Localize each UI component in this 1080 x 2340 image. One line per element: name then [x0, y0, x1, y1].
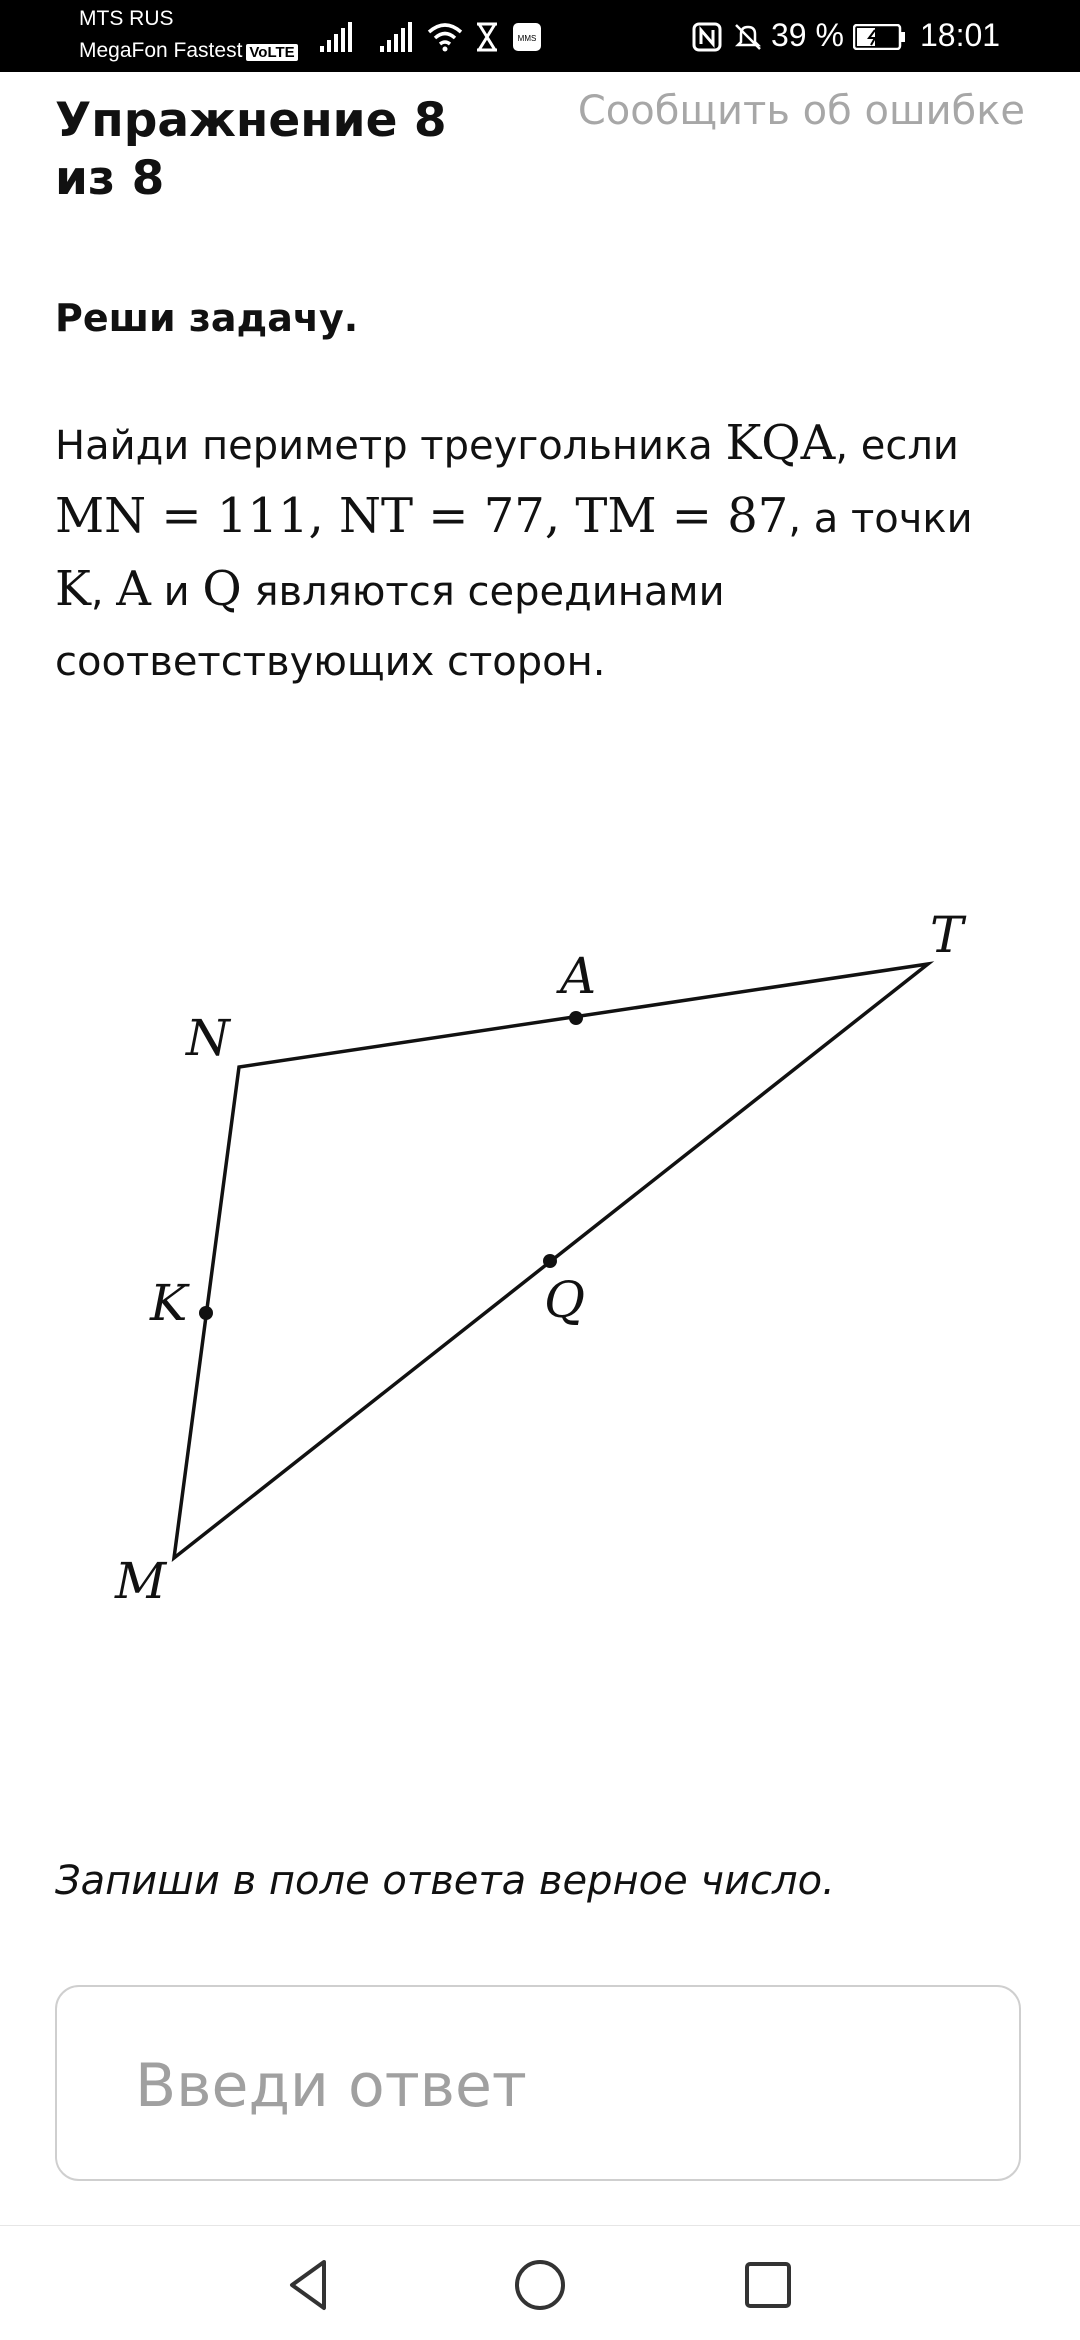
label-q: Q	[544, 1271, 585, 1329]
math-point-q: Q	[202, 561, 242, 617]
svg-text:MMS: MMS	[517, 34, 537, 43]
answer-field-container[interactable]	[55, 1985, 1021, 2181]
nfc-icon	[692, 22, 722, 52]
point-q	[543, 1254, 557, 1268]
exercise-title: Упражнение 8 из 8	[55, 93, 447, 206]
math-triangle-name: KQA	[725, 415, 836, 471]
point-k	[199, 1306, 213, 1320]
problem-text-part: , а точки	[788, 496, 973, 542]
battery-icon	[853, 24, 907, 50]
label-a: A	[560, 947, 597, 1005]
mms-icon	[512, 22, 542, 52]
math-side-lengths: MN = 111, NT = 77, TM = 87	[55, 488, 789, 544]
label-k: K	[150, 1274, 188, 1332]
carrier-primary: MTS RUS	[79, 7, 174, 30]
wifi-icon	[427, 22, 463, 52]
report-error-link[interactable]: Сообщить об ошибке	[577, 88, 1025, 134]
hourglass-icon	[474, 22, 500, 52]
clock: 18:01	[920, 17, 1001, 53]
home-icon[interactable]	[505, 2250, 575, 2320]
label-n: N	[186, 1009, 230, 1067]
carrier-secondary: MegaFon Fastest VoLTE	[79, 39, 298, 63]
task-heading: Реши задачу.	[55, 296, 359, 340]
answer-input[interactable]	[133, 2037, 997, 2135]
problem-text-part: и	[150, 569, 203, 615]
problem-text-part: являются серединами соответствующих сторон.	[55, 569, 725, 685]
math-point-a: A	[116, 561, 151, 617]
recents-icon[interactable]	[733, 2250, 803, 2320]
math-point-k: K	[55, 561, 91, 617]
point-a	[569, 1011, 583, 1025]
label-m: M	[115, 1552, 167, 1610]
signal-icon	[378, 22, 414, 52]
label-t: T	[930, 906, 964, 964]
back-icon[interactable]	[274, 2250, 344, 2320]
problem-text	[55, 408, 1015, 697]
navigation-bar	[0, 2226, 1080, 2340]
status-bar	[0, 0, 1080, 72]
signal-icon	[318, 22, 354, 52]
triangle-figure	[0, 880, 1080, 1640]
problem-text-part: ,	[90, 569, 117, 615]
mute-icon	[733, 22, 763, 52]
problem-text-part: Найди периметр треугольника	[55, 423, 726, 469]
problem-text-part: , если	[835, 423, 959, 469]
battery-percent: 39 %	[771, 17, 844, 53]
answer-instruction: Запиши в поле ответа верное число.	[55, 1858, 835, 1904]
volte-badge: VoLTE	[246, 44, 297, 61]
